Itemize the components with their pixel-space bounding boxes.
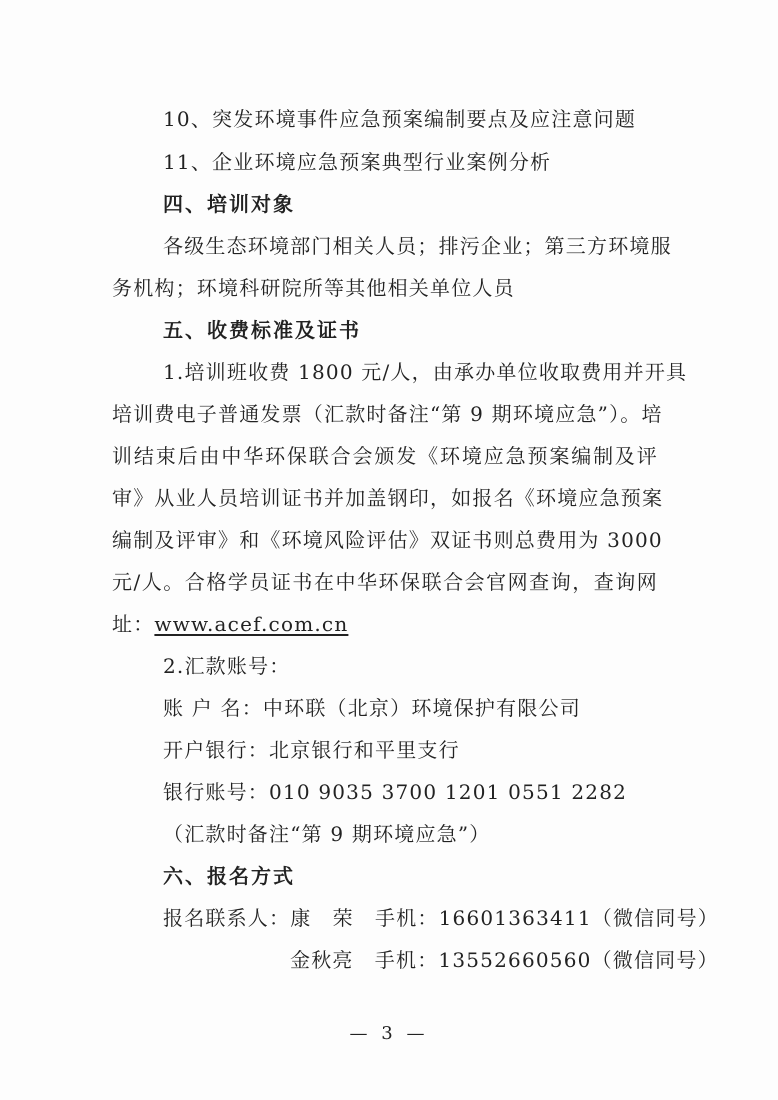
account-name: 账 户 名：中环联（北京）环境保护有限公司 bbox=[163, 696, 581, 720]
bank-name: 开户银行：北京银行和平里支行 bbox=[163, 738, 460, 762]
paragraph-line: 培训费电子普通发票（汇款时备注“第 9 期环境应急”）。培 bbox=[112, 402, 663, 426]
paragraph-line bbox=[112, 612, 348, 636]
url-prefix: 址： bbox=[112, 612, 155, 636]
section-heading-training-target: 四、培训对象 bbox=[163, 192, 295, 216]
contact-line-1: 报名联系人：康 荣 手机：16601363411（微信同号） bbox=[163, 906, 719, 930]
paragraph-line: 各级生态环境部门相关人员；排污企业；第三方环境服 bbox=[163, 234, 672, 258]
acef-website-link[interactable]: www.acef.com.cn bbox=[154, 612, 349, 636]
remittance-title: 2.汇款账号： bbox=[163, 654, 291, 678]
paragraph-line: 训结束后由中华环保联合会颁发《环境应急预案编制及评 bbox=[112, 444, 658, 468]
list-item-11: 11、企业环境应急预案典型行业案例分析 bbox=[163, 150, 552, 174]
paragraph-line: 编制及评审》和《环境风险评估》双证书则总费用为 3000 bbox=[112, 528, 663, 552]
paragraph-line: 1.培训班收费 1800 元/人，由承办单位收取费用并开具 bbox=[163, 360, 688, 384]
list-item-10: 10、突发环境事件应急预案编制要点及应注意问题 bbox=[163, 107, 637, 131]
paragraph-line: 审》从业人员培训证书并加盖钢印，如报名《环境应急预案 bbox=[112, 486, 664, 510]
section-heading-registration: 六、报名方式 bbox=[163, 864, 295, 888]
account-number: 银行账号：010 9035 3700 1201 0551 2282 bbox=[163, 780, 628, 804]
page-number: — 3 — bbox=[349, 1023, 429, 1044]
paragraph-line: 务机构；环境科研院所等其他相关单位人员 bbox=[112, 276, 515, 300]
paragraph-line: 元/人。合格学员证书在中华环保联合会官网查询，查询网 bbox=[112, 570, 658, 594]
remittance-note: （汇款时备注“第 9 期环境应急”） bbox=[163, 822, 491, 846]
section-heading-fees: 五、收费标准及证书 bbox=[163, 318, 361, 342]
contact-line-2: 金秋亮 手机：13552660560（微信同号） bbox=[290, 948, 719, 972]
